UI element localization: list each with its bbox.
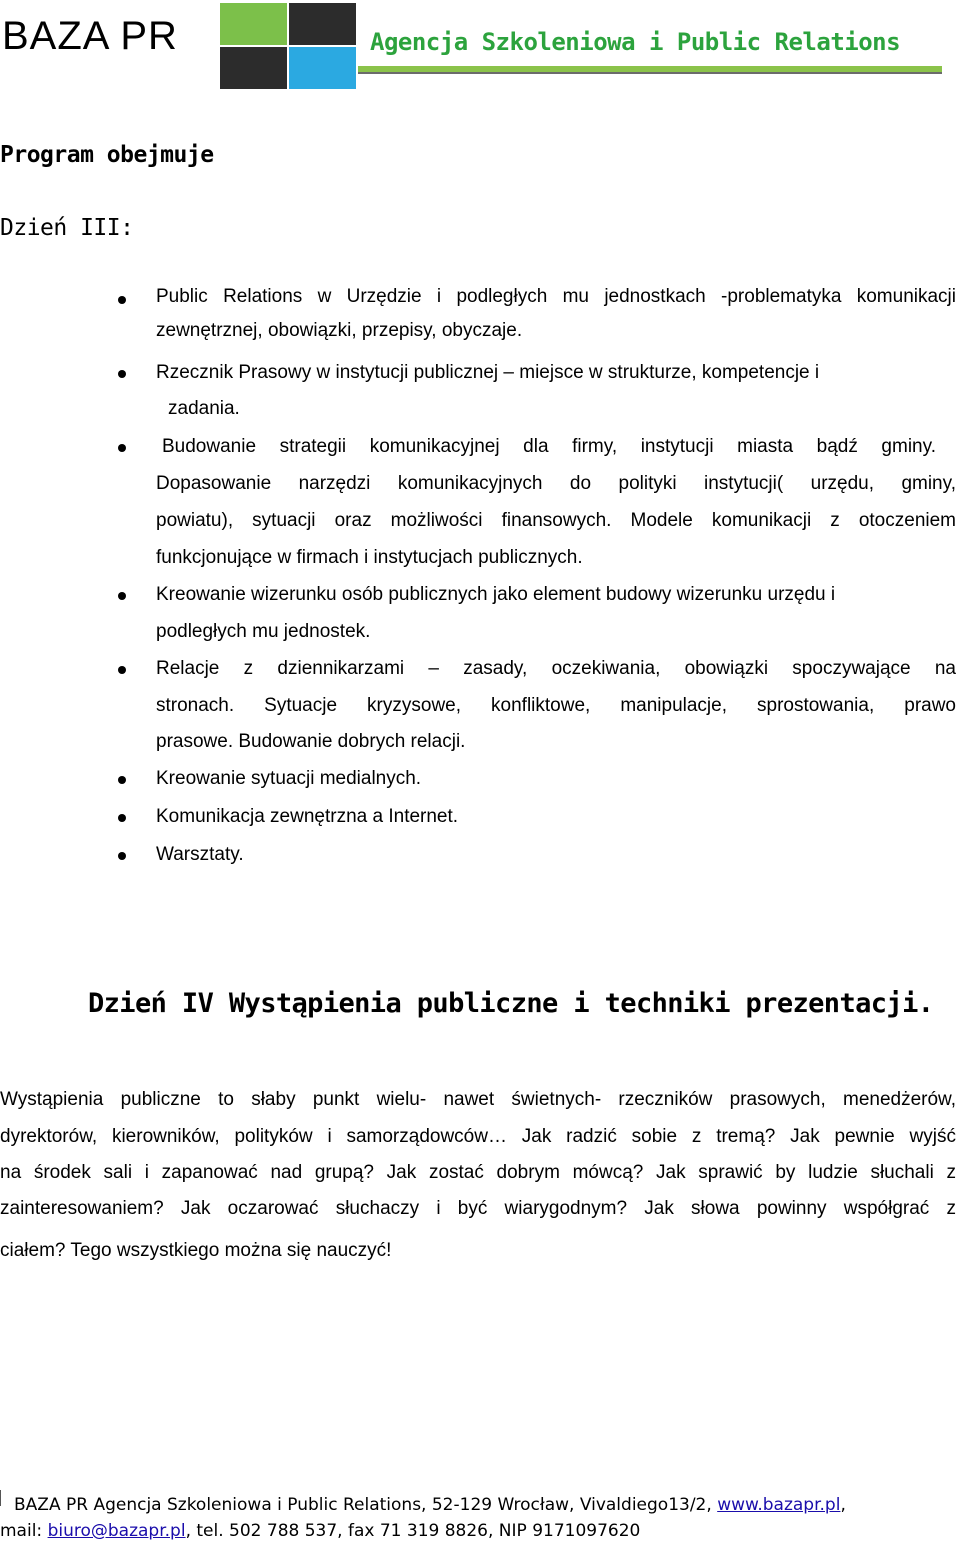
list-item-line: Rzecznik Prasowy w instytucji publicznej – miejsce w strukturze, kompetencje i <box>156 362 820 383</box>
email-link[interactable]: biuro@bazapr.pl <box>47 1521 186 1541</box>
brand-name: BAZA PR <box>2 14 178 58</box>
list-item-line: Dopasowanie narzędzi komunikacyjnych do polityki instytucji( urzędu, gminy, <box>156 473 956 494</box>
list-item-line: stronach. Sytuacje kryzysowe, konfliktowe, manipulacje, sprostowania, prawo <box>156 695 956 716</box>
bullet-icon <box>118 666 126 674</box>
footer-comma: , <box>840 1495 846 1515</box>
list-item-line: Public Relations w Urzędzie i podległych mu jednostkach -problematyka komunikacji <box>156 286 956 307</box>
paragraph-line: na środek sali i zapanować nad grupą? Jak zostać dobrym mówcą? Jak sprawić by ludzie słuchali z <box>0 1162 956 1183</box>
list-item-line: powiatu), sytuacji oraz możliwości finansowych. Modele komunikacji z otoczeniem <box>156 510 956 531</box>
list-item-line: funkcjonujące w firmach i instytucjach publicznych. <box>156 547 583 568</box>
day4-heading: Dzień IV Wystąpienia publiczne i techniki prezentacji. <box>88 988 934 1019</box>
list-item-line: Budowanie strategii komunikacyjnej dla firmy, instytucji miasta bądź gminy. <box>162 436 936 457</box>
day3-heading: Dzień III: <box>0 215 134 241</box>
mail-label: mail: <box>0 1521 43 1541</box>
list-item-line: Kreowanie sytuacji medialnych. <box>156 768 422 789</box>
list-item-line: zewnętrznej, obowiązki, przepisy, obyczaje. <box>156 320 523 341</box>
bullet-icon <box>118 370 126 378</box>
bullet-icon <box>118 592 126 600</box>
list-item-line: Komunikacja zewnętrzna a Internet. <box>156 806 459 827</box>
website-link[interactable]: www.bazapr.pl <box>717 1495 841 1515</box>
logo-square-dark <box>289 3 356 45</box>
bullet-icon <box>118 296 126 304</box>
header-divider <box>358 66 942 74</box>
paragraph-line: dyrektorów, kierowników, polityków i samorządowców… Jak radzić sobie z tremą? Jak pewnie wyjść <box>0 1126 956 1147</box>
bullet-icon <box>118 444 126 452</box>
list-item-line: zadania. <box>168 398 240 419</box>
list-item-line: Relacje z dziennikarzami – zasady, oczekiwania, obowiązki spoczywające na <box>156 658 956 679</box>
footer-contact-line <box>0 1521 640 1541</box>
footer-contact-details: , tel. 502 788 537, fax 71 319 8826, NIP 9171097620 <box>185 1521 641 1541</box>
footer-address-line <box>14 1495 846 1515</box>
bullet-icon <box>118 852 126 860</box>
footer-address: BAZA PR Agencja Szkoleniowa i Public Relations, 52-129 Wrocław, Vivaldiego13/2, <box>14 1495 712 1515</box>
tagline: Agencja Szkoleniowa i Public Relations <box>370 28 901 56</box>
logo-icon <box>220 3 358 91</box>
list-item-line: Kreowanie wizerunku osób publicznych jako element budowy wizerunku urzędu i <box>156 584 836 605</box>
list-item-line: prasowe. Budowanie dobrych relacji. <box>156 731 466 752</box>
paragraph-line: zainteresowaniem? Jak oczarować słuchaczy i być wiarygodnym? Jak słowa powinny współgrać z <box>0 1198 956 1219</box>
bullet-icon <box>118 776 126 784</box>
list-item-line: podległych mu jednostek. <box>156 621 371 642</box>
page-header <box>0 0 960 100</box>
program-heading: Program obejmuje <box>0 142 214 168</box>
paragraph-line: Wystąpienia publiczne to słaby punkt wielu- nawet świetnych- rzeczników prasowych, menedżerów, <box>0 1089 956 1110</box>
paragraph-line: ciałem? Tego wszystkiego można się nauczyć! <box>0 1240 392 1261</box>
bullet-icon <box>118 814 126 822</box>
logo-square-blue <box>289 47 356 89</box>
logo-square-dark-bottom <box>220 47 287 89</box>
logo-square-green <box>220 3 287 45</box>
list-item-line: Warsztaty. <box>156 844 244 865</box>
footnote-marker <box>0 1490 1 1506</box>
